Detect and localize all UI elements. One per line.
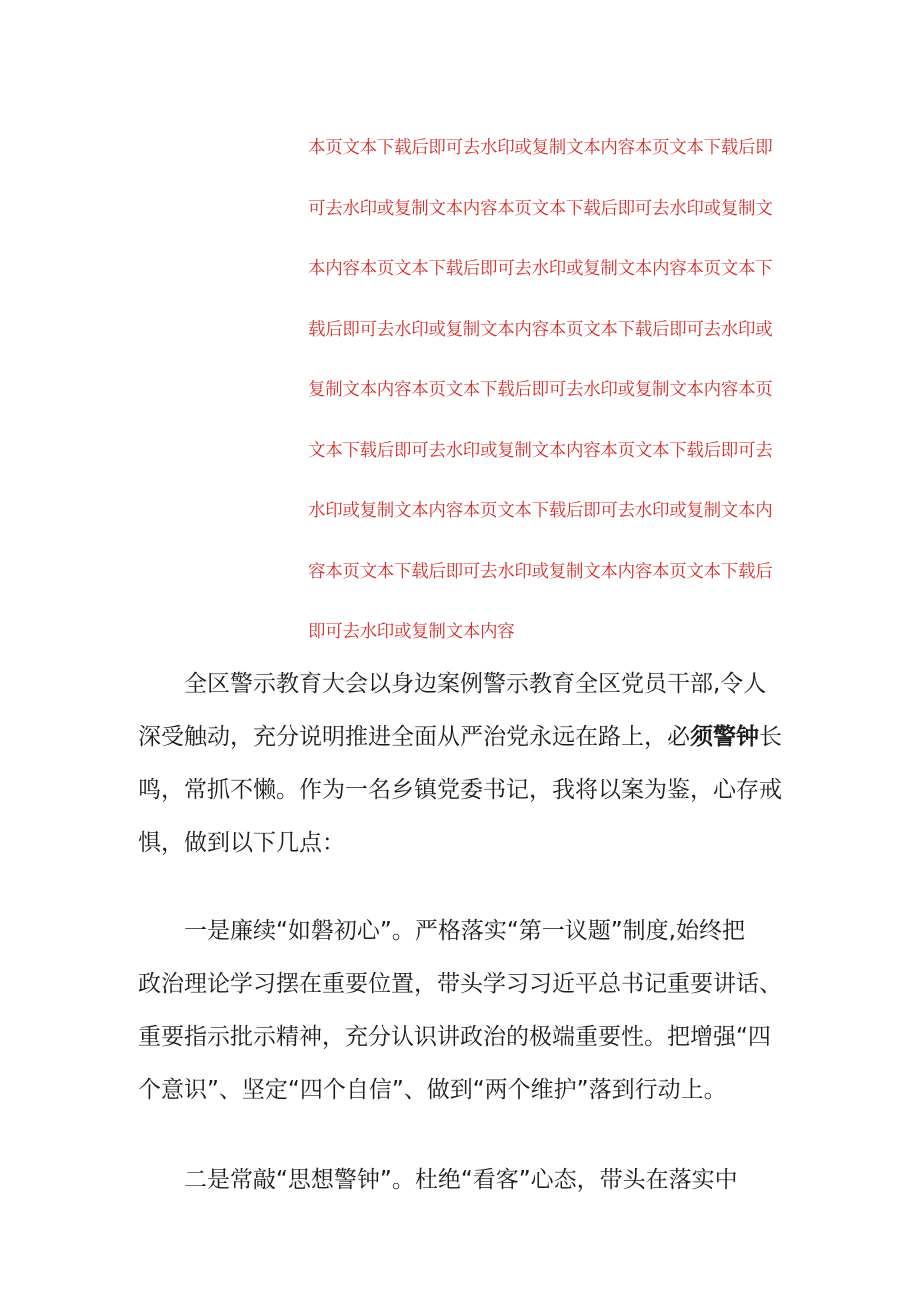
paragraph-line: 重要指示批示精神，充分认识讲政治的极端重要性。把增强“四 — [138, 1024, 771, 1050]
paragraph-spacer — [138, 870, 808, 905]
paragraph-line: 惧，做到以下几点： — [138, 830, 345, 856]
line-text: 长 — [759, 724, 782, 750]
paragraph-line: 一是廉续“如磐初心”。严格落实“第一议题”制度,始终把 — [184, 918, 745, 944]
watermark-line: 容本页文本下载后即可去水印或复制文本内容本页文本下载后 — [308, 561, 773, 582]
watermark-line: 本内容本页文本下载后即可去水印或复制文本内容本页文本下 — [308, 259, 773, 279]
paragraph-line: 二是常敲“思想警钟”。杜绝“看客”心态，带头在落实中 — [184, 1167, 738, 1193]
watermark-line: 复制文本内容本页文本下载后即可去水印或复制文本内容本页 — [308, 380, 773, 400]
watermark-line: 即可去水印或复制文本内容 — [308, 622, 515, 642]
watermark-line: 载后即可去水印或复制文本内容本页文本下载后即可去水印或 — [308, 319, 773, 340]
line-text: 深受触动，充分说明推进全面从严治党永远在路上，必 — [138, 724, 690, 750]
paragraph-line: 个意识”、坚定“四个自信”、做到“两个维护”落到行动上。 — [138, 1077, 727, 1103]
document-body — [138, 658, 808, 1207]
intro-paragraph — [138, 658, 808, 870]
watermark-text-block — [308, 128, 788, 673]
point-one-paragraph — [138, 905, 808, 1117]
paragraph-line: 政治理论学习摆在重要位置，带头学习习近平总书记重要讲话、 — [138, 971, 782, 997]
paragraph-line: 鸣，常抓不懒。作为一名乡镇党委书记，我将以案为鉴，心存戒 — [138, 777, 782, 803]
watermark-line: 文本下载后即可去水印或复制文本内容本页文本下载后即可去 — [308, 440, 773, 461]
bold-emphasis: 须警钟 — [690, 724, 759, 750]
paragraph-line: 全区警示教育大会以身边案例警示教育全区党员干部,令人 — [184, 671, 767, 697]
watermark-line: 水印或复制文本内容本页文本下载后即可去水印或复制文本内 — [308, 501, 773, 521]
point-two-paragraph — [138, 1154, 808, 1207]
watermark-line: 本页文本下载后即可去水印或复制文本内容本页文本下载后即 — [308, 138, 773, 158]
paragraph-spacer — [138, 1117, 808, 1154]
paragraph-line — [138, 711, 808, 764]
watermark-line: 可去水印或复制文本内容本页文本下载后即可去水印或复制文 — [308, 198, 773, 219]
